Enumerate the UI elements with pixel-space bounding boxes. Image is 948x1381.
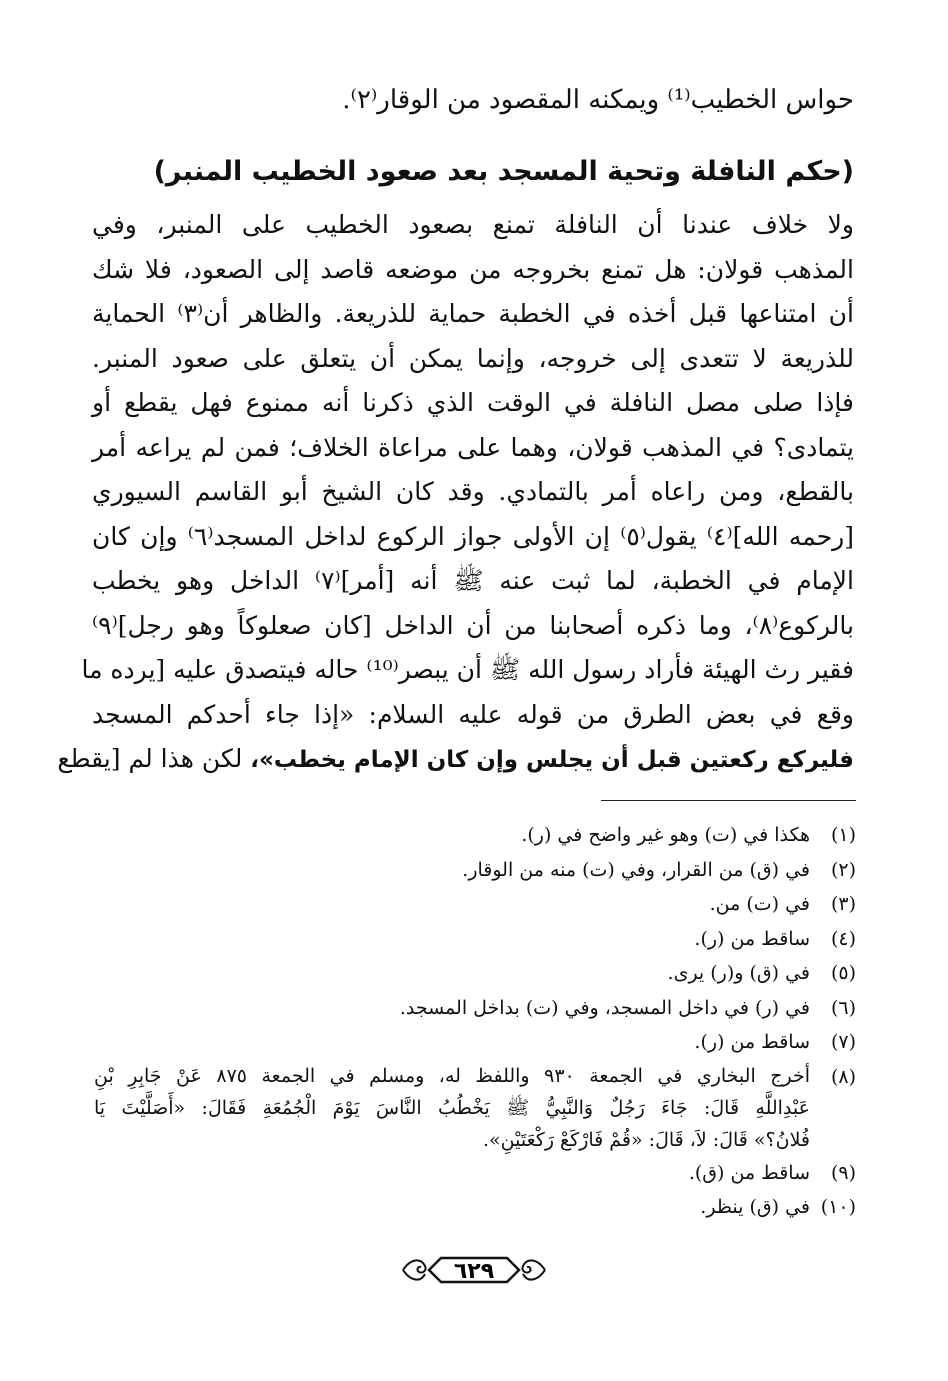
body-line: وقع في بعض الطرق من قوله عليه السلام: «إذا جاء أحدكم المسجد: [92, 699, 854, 729]
body-text: [57, 203, 854, 783]
footnotes: [94, 818, 856, 1225]
footnote-number: (١): [830, 824, 856, 846]
footnote-number: (٦): [830, 996, 856, 1019]
footnote-item: [94, 818, 856, 853]
footnote-line: فُلانُ؟» قَالَ: لاَ، قَالَ: «قُمْ فَارْكَعْ رَكْعَتَيْنِ».: [483, 1128, 810, 1151]
footnote-text: في (ت) من.: [709, 893, 810, 915]
body-line: أن امتناعها قبل أخذه في الخطبة حماية للذريعة. والظاهر أن⁽٣⁾ الحماية: [92, 299, 854, 328]
footnote-number: (٤): [830, 927, 856, 950]
footnote-item: [94, 853, 856, 888]
footnote-item: [94, 1156, 856, 1191]
footnote-number: (٧): [830, 1031, 856, 1053]
body-line: فقير رث الهيئة فأراد رسول الله ﷺ أن يبصر⁽¹⁰⁾ حاله فيتصدق عليه [يرده ما: [81, 655, 854, 684]
footnote-number: (١٠): [820, 1196, 856, 1218]
footnote-text: في (ق) و(ر) يرى.: [667, 962, 810, 984]
body-line: بالركوع⁽٨⁾، وما ذكره أصحابنا من أن الداخل [كان صعلوكاً وهو رجل]⁽٩⁾: [92, 610, 854, 640]
footnote-item: [94, 1190, 856, 1225]
footnote-item: [94, 991, 856, 1026]
footnote-text: ساقط من (ر).: [694, 927, 810, 950]
footnote-item: [94, 1025, 856, 1060]
body-line-last: [57, 737, 854, 783]
hadith-quote: فليركع ركعتين قبل أن يجلس وإن كان الإمام يخطب»،: [250, 747, 854, 773]
body-line: فإذا صلى مصل النافلة في الوقت الذي ذكرنا أنه ممنوع فهل يقطع أو: [92, 388, 854, 417]
body-line: [رحمه الله]⁽٤⁾ يقول⁽٥⁾ إن الأولى جواز الركوع لداخل المسجد⁽٦⁾ وإن كان: [92, 521, 854, 551]
footnote-item: [94, 922, 856, 957]
footnote-number: (٩): [830, 1161, 856, 1184]
body-line: يتمادى؟ في المذهب قولان، وهما على مراعاة الخلاف؛ فمن لم يراعه أمر: [92, 432, 854, 462]
page-number-ornament: [0, 1250, 948, 1294]
footnote-text: في (ق) ينظر.: [700, 1196, 810, 1218]
body-line: بالقطع، ومن راعاه أمر بالتمادي. وقد كان الشيخ أبو القاسم السيوري: [92, 477, 854, 506]
body-line: ولا خلاف عندنا أن النافلة تمنع بصعود الخطيب على المنبر، وفي: [92, 210, 854, 239]
footnote-divider: [601, 800, 856, 801]
body-line: الإمام في الخطبة، لما ثبت عنه ﷺ أنه [أمر]⁽٧⁾ الداخل وهو يخطب: [92, 566, 854, 595]
footnote-text: ساقط من (ر).: [694, 1031, 810, 1053]
footnote-text: ساقط من (ق).: [688, 1161, 810, 1184]
page-number: ٦٢٩: [453, 1259, 495, 1284]
intro-line: حواس الخطيب⁽¹⁾ ويمكنه المقصود من الوقار⁽٢⁾.: [342, 85, 854, 115]
footnote-item: [94, 887, 856, 922]
body-line-tail: لكن هذا لم [يقطع: [57, 744, 251, 773]
page-body: [57, 78, 854, 783]
body-line: المذهب قولان: هل تمنع بخروجه من موضعه قاصد إلى الصعود، فلا شك: [92, 254, 854, 284]
footnote-text: [94, 1060, 810, 1156]
footnote-text: هكذا في (ت) وهو غير واضح في (ر).: [521, 824, 810, 846]
footnote-number: (٨): [830, 1065, 856, 1088]
section-heading: (حكم النافلة وتحية المسجد بعد صعود الخطيب المنبر): [153, 156, 854, 187]
footnote-text: في (ق) من القرار، وفي (ت) منه من الوقار.: [462, 858, 810, 881]
footnote-number: (٢): [830, 858, 856, 881]
footnote-line: عَبْدِاللَّهِ قَالَ: جَاءَ رَجُلٌ وَالنَّبِيُّ ﷺ يَخْطُبُ النَّاسَ يَوْمَ الْجُمُعَةِ فَقَالَ: «أَصَلَّيْتَ يَا: [94, 1096, 810, 1119]
footnote-item: [94, 1060, 856, 1156]
footnote-text: في (ر) في داخل المسجد، وفي (ت) بداخل المسجد.: [399, 996, 810, 1019]
ornament-icon: [399, 1250, 549, 1290]
footnote-item: [94, 956, 856, 991]
footnote-number: (٥): [830, 962, 856, 984]
footnote-line: أخرج البخاري في الجمعة ٩٣٠ واللفظ له، ومسلم في الجمعة ٨٧٥ عَنْ جَابِرِ بْنِ: [94, 1064, 810, 1087]
footnote-number: (٣): [830, 893, 856, 915]
body-line: للذريعة لا تتعدى إلى خروجه، وإنما يمكن أن يتعلق على صعود المنبر.: [92, 343, 854, 373]
